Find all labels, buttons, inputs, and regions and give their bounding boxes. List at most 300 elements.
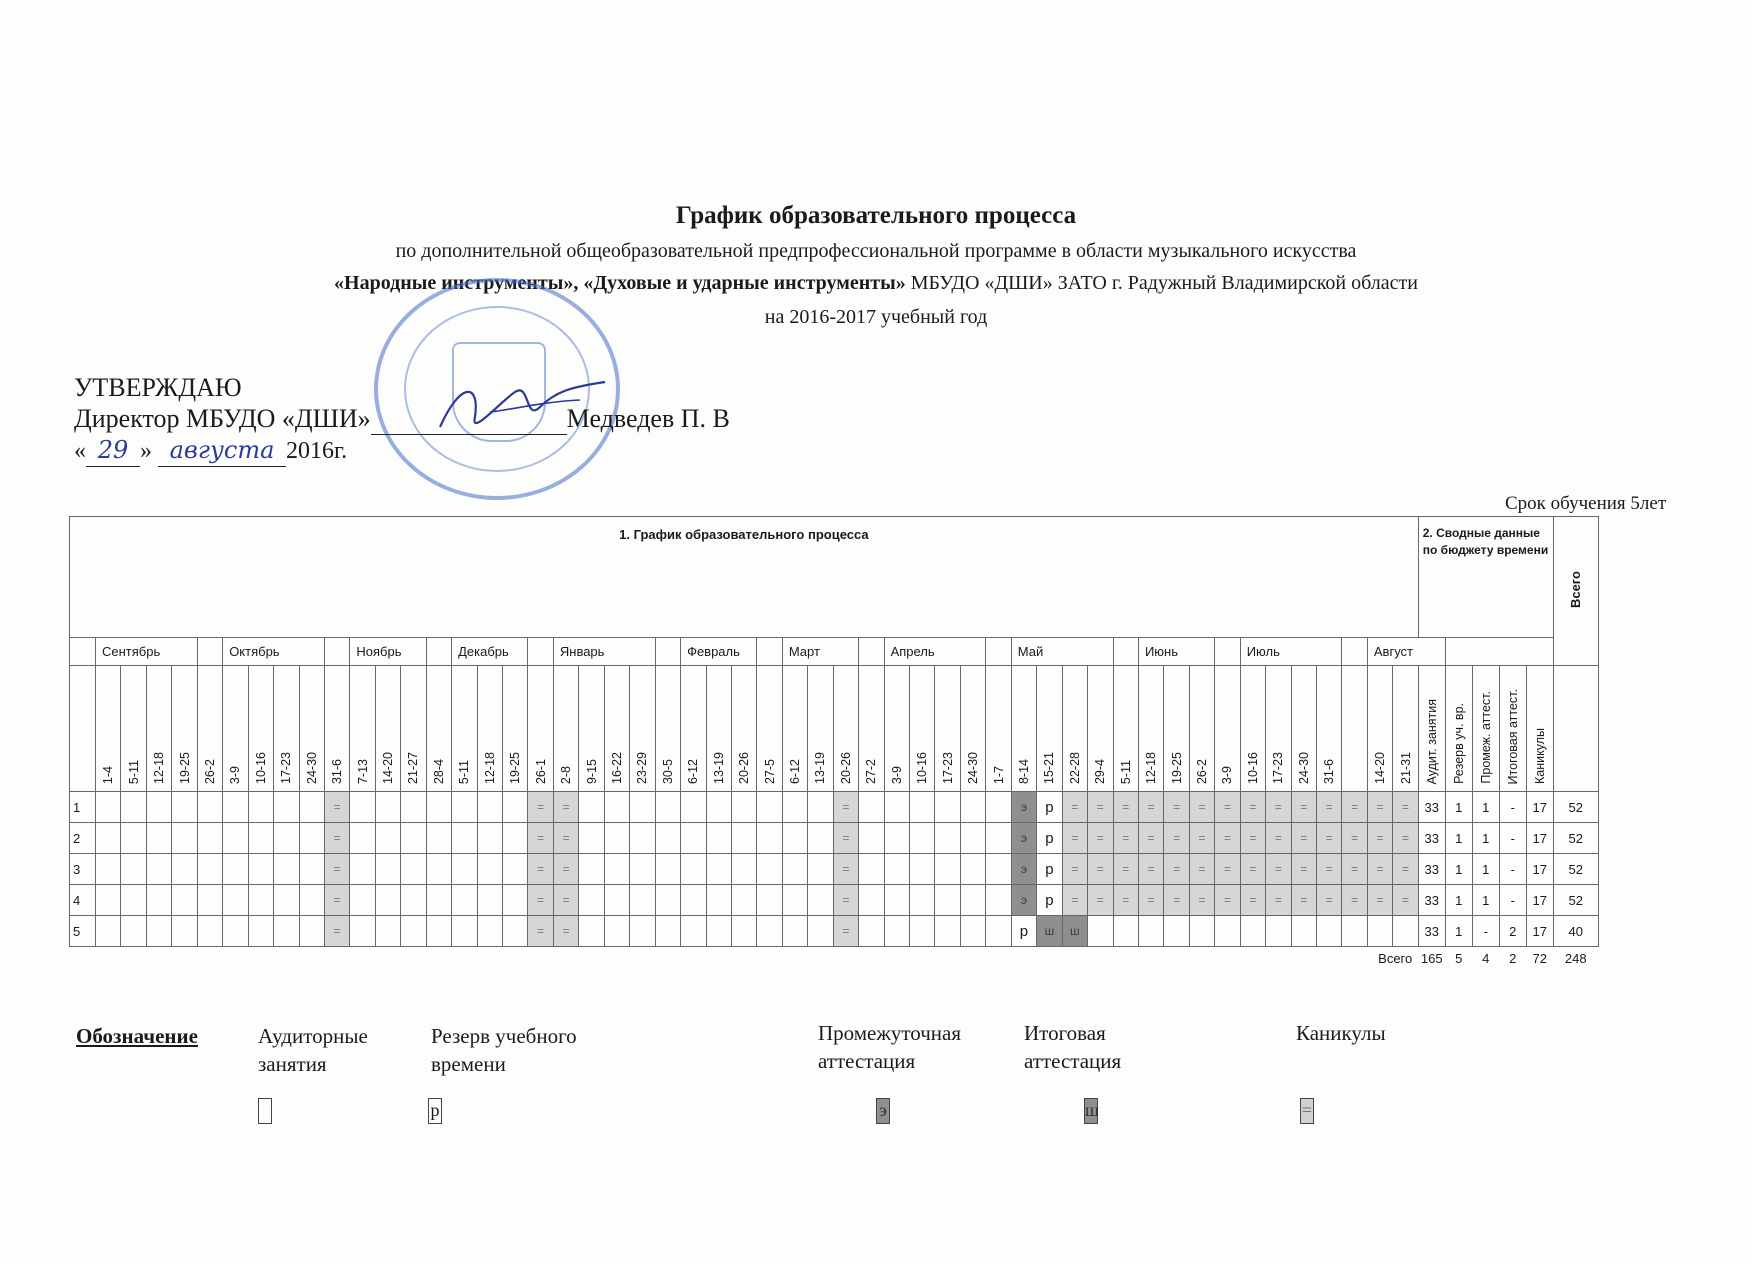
schedule-cell (248, 885, 273, 916)
class-number: 5 (70, 916, 96, 947)
week-label (1113, 666, 1138, 792)
schedule-cell (223, 823, 248, 854)
schedule-cell: э (1011, 792, 1036, 823)
week-label-text: 17-23 (940, 752, 955, 784)
week-label-text: 31-6 (330, 758, 345, 784)
schedule-cell (910, 792, 935, 823)
summary-value: 33 (1418, 916, 1445, 947)
week-label-text: 5-11 (457, 759, 472, 784)
schedule-cell (248, 854, 273, 885)
week-label-text: 12-18 (1144, 752, 1159, 784)
schedule-cell (350, 916, 375, 947)
week-label-text: 16-22 (609, 752, 624, 784)
total-value: 248 (1564, 951, 1587, 967)
legend-label-line: Резерв учебного (431, 1024, 577, 1048)
week-label-text: 15-21 (1042, 752, 1057, 784)
week-label (452, 666, 477, 792)
date-day: 29 (86, 435, 140, 467)
total-value: 165 (1420, 951, 1443, 967)
schedule-cell: = (1240, 854, 1265, 885)
schedule-cell (731, 885, 756, 916)
date-close-quote: » (140, 438, 152, 464)
month-label: Октябрь (223, 638, 325, 666)
week-label-text: 10-16 (253, 752, 268, 784)
schedule-cell (426, 916, 451, 947)
legend-label (1296, 1019, 1386, 1047)
week-label (146, 666, 171, 792)
schedule-cell (350, 854, 375, 885)
week-label-text: 30-5 (660, 758, 675, 784)
schedule-cell (274, 823, 299, 854)
schedule-cell (706, 792, 731, 823)
week-label (884, 666, 909, 792)
schedule-cell: = (833, 823, 858, 854)
week-label-text: 26-1 (533, 758, 548, 784)
schedule-cell (757, 792, 782, 823)
schedule-cell (121, 854, 146, 885)
week-label (1317, 666, 1342, 792)
schedule-cell: = (1266, 792, 1291, 823)
schedule-cell (910, 823, 935, 854)
total-value: 4 (1482, 951, 1490, 967)
summary-value: 1 (1472, 823, 1499, 854)
schedule-cell (197, 792, 222, 823)
schedule-cell (299, 916, 324, 947)
schedule-cell (986, 916, 1011, 947)
legend-label (431, 1022, 577, 1078)
schedule-cell (859, 854, 884, 885)
week-label (630, 666, 655, 792)
week-label-text: 29-4 (1093, 758, 1108, 784)
schedule-cell (859, 792, 884, 823)
schedule-cell (859, 885, 884, 916)
schedule-cell (859, 916, 884, 947)
summary-column-header (1499, 666, 1526, 792)
schedule-cell (146, 823, 171, 854)
week-label (757, 666, 782, 792)
schedule-cell (503, 792, 528, 823)
legend-label (1024, 1019, 1121, 1075)
schedule-cell (757, 854, 782, 885)
schedule-cell (426, 823, 451, 854)
week-label-text: 17-23 (1271, 752, 1286, 784)
schedule-cell: = (1367, 854, 1392, 885)
week-label-text: 6-12 (788, 758, 803, 784)
schedule-cell: э (1011, 823, 1036, 854)
total-value: 2 (1509, 951, 1517, 967)
schedule-cell (452, 916, 477, 947)
total-header-label: Всего (1568, 570, 1584, 609)
week-label (731, 666, 756, 792)
week-label-text: 27-2 (864, 758, 879, 784)
summary-value: 17 (1526, 854, 1553, 885)
schedule-cell: = (1164, 854, 1189, 885)
week-label-text: 2-8 (559, 765, 574, 784)
week-label (655, 666, 680, 792)
schedule-cell: = (1189, 823, 1214, 854)
week-label-text: 14-20 (1373, 752, 1388, 784)
week-label-text: 14-20 (381, 752, 396, 784)
schedule-cell: = (1317, 885, 1342, 916)
schedule-cell (1317, 916, 1342, 947)
week-label-text: 5-11 (1118, 759, 1133, 784)
schedule-cell (172, 792, 197, 823)
schedule-cell: = (553, 792, 578, 823)
schedule-cell (706, 916, 731, 947)
summary-value: 17 (1526, 916, 1553, 947)
summary-value: - (1499, 885, 1526, 916)
week-label (1291, 666, 1316, 792)
month-spacer (528, 638, 553, 666)
week-label-text: 23-29 (635, 752, 650, 784)
class-number: 2 (70, 823, 96, 854)
schedule-cell: р (1037, 823, 1062, 854)
summary-value: - (1499, 792, 1526, 823)
month-spacer (197, 638, 222, 666)
legend-title: Обозначение (76, 1024, 198, 1048)
schedule-cell: = (1215, 823, 1240, 854)
schedule-cell (655, 854, 680, 885)
legend-label-line: аттестация (1024, 1049, 1122, 1073)
summary-value: - (1472, 916, 1499, 947)
month-label: Январь (553, 638, 655, 666)
week-label-text: 10-16 (1245, 752, 1260, 784)
institution-line (0, 272, 1752, 295)
summary-column-header (1445, 666, 1472, 792)
week-label-text: 24-30 (1296, 752, 1311, 784)
summary-value: 1 (1472, 792, 1499, 823)
schedule-table (69, 516, 1599, 971)
schedule-cell (681, 792, 706, 823)
schedule-cell (782, 916, 807, 947)
schedule-cell: = (1164, 885, 1189, 916)
schedule-cell (197, 823, 222, 854)
legend-label (818, 1019, 961, 1075)
summary-column-label: Резерв уч. вр. (1451, 703, 1466, 784)
row-total: 52 (1553, 885, 1598, 916)
schedule-cell (1342, 916, 1367, 947)
week-label-text: 13-19 (813, 752, 828, 784)
legend-label-line: времени (431, 1052, 506, 1076)
week-label (375, 666, 400, 792)
schedule-cell (1113, 916, 1138, 947)
summary-value: 33 (1418, 823, 1445, 854)
schedule-cell: = (553, 854, 578, 885)
schedule-cell (604, 823, 629, 854)
month-label: Апрель (884, 638, 986, 666)
schedule-cell (452, 854, 477, 885)
week-label (1164, 666, 1189, 792)
schedule-cell (884, 823, 909, 854)
schedule-cell (503, 885, 528, 916)
schedule-cell (630, 823, 655, 854)
schedule-cell: = (1164, 792, 1189, 823)
schedule-cell: = (833, 854, 858, 885)
week-label-text: 8-14 (1016, 758, 1031, 784)
week-label-text: 17-23 (279, 752, 294, 784)
summary-column-label: Аудит. занятия (1424, 698, 1439, 784)
schedule-cell (960, 916, 985, 947)
schedule-cell (808, 916, 833, 947)
week-label-text: 1-7 (991, 765, 1006, 784)
schedule-cell (579, 792, 604, 823)
schedule-cell: = (1240, 823, 1265, 854)
schedule-cell (604, 792, 629, 823)
class-number: 4 (70, 885, 96, 916)
week-label (706, 666, 731, 792)
legend-symbol: ш (1084, 1098, 1098, 1124)
week-label-text: 1-4 (101, 765, 116, 784)
schedule-cell (299, 854, 324, 885)
schedule-cell (96, 823, 121, 854)
signature-scribble (430, 372, 610, 442)
schedule-cell (808, 792, 833, 823)
month-spacer (757, 638, 782, 666)
corner-cell (70, 666, 96, 792)
week-label-text: 19-25 (508, 752, 523, 784)
section-summary-header: 2. Сводные данные по бюджету времени (1418, 517, 1553, 638)
row-total: 52 (1553, 823, 1598, 854)
schedule-cell (146, 916, 171, 947)
schedule-cell: э (1011, 854, 1036, 885)
schedule-cell (96, 885, 121, 916)
schedule-cell (350, 885, 375, 916)
schedule-cell: = (528, 823, 553, 854)
schedule-cell (910, 885, 935, 916)
schedule-cell (731, 823, 756, 854)
totals-label: Всего (1378, 951, 1413, 967)
week-label (1138, 666, 1163, 792)
summary-value: - (1499, 823, 1526, 854)
schedule-cell (681, 916, 706, 947)
schedule-cell (223, 792, 248, 823)
week-label-text: 24-30 (304, 752, 319, 784)
schedule-cell (1164, 916, 1189, 947)
schedule-cell: = (1393, 823, 1418, 854)
week-label (197, 666, 222, 792)
week-label-text: 7-13 (355, 758, 370, 784)
schedule-cell: = (553, 823, 578, 854)
week-label-text: 5-11 (126, 759, 141, 784)
summary-value: 1 (1445, 792, 1472, 823)
schedule-cell: = (1317, 854, 1342, 885)
schedule-cell (401, 916, 426, 947)
schedule-cell (1138, 916, 1163, 947)
schedule-cell: = (1088, 854, 1113, 885)
month-spacer (1215, 638, 1240, 666)
schedule-cell (782, 823, 807, 854)
schedule-cell (655, 792, 680, 823)
schedule-cell (1393, 916, 1418, 947)
week-label-text: 26-2 (1195, 758, 1210, 784)
schedule-cell: = (1215, 792, 1240, 823)
legend-symbol (258, 1098, 272, 1124)
schedule-cell (401, 854, 426, 885)
schedule-cell (477, 792, 502, 823)
schedule-cell: = (1088, 823, 1113, 854)
schedule-cell (579, 916, 604, 947)
summary-value: 17 (1526, 792, 1553, 823)
month-spacer (859, 638, 884, 666)
schedule-cell: = (1342, 885, 1367, 916)
schedule-cell (604, 916, 629, 947)
week-label-text: 22-28 (1067, 752, 1082, 784)
schedule-cell: = (833, 885, 858, 916)
date-open-quote: « (74, 438, 86, 464)
week-label (859, 666, 884, 792)
schedule-cell (503, 823, 528, 854)
summary-value: 1 (1472, 885, 1499, 916)
schedule-cell (426, 792, 451, 823)
week-label (528, 666, 553, 792)
week-label-text: 24-30 (966, 752, 981, 784)
legend-label-line: занятия (258, 1052, 327, 1076)
summary-value: 1 (1472, 854, 1499, 885)
summary-column-header (1526, 666, 1553, 792)
summary-value: 17 (1526, 823, 1553, 854)
schedule-cell: = (1215, 885, 1240, 916)
legend-label-line: Каникулы (1296, 1021, 1386, 1045)
schedule-cell (604, 854, 629, 885)
schedule-cell (681, 885, 706, 916)
schedule-cell (477, 854, 502, 885)
schedule-cell (146, 792, 171, 823)
schedule-cell (859, 823, 884, 854)
summary-value: 17 (1526, 885, 1553, 916)
date-month: августа (158, 435, 286, 467)
schedule-cell: = (1342, 854, 1367, 885)
schedule-cell: р (1037, 854, 1062, 885)
schedule-cell (782, 885, 807, 916)
schedule-cell: р (1037, 792, 1062, 823)
week-label (426, 666, 451, 792)
schedule-cell (960, 854, 985, 885)
schedule-cell (782, 792, 807, 823)
schedule-cell (503, 916, 528, 947)
schedule-cell: = (1240, 885, 1265, 916)
schedule-cell (274, 854, 299, 885)
schedule-cell (808, 823, 833, 854)
week-label (96, 666, 121, 792)
schedule-cell (731, 792, 756, 823)
schedule-cell (757, 823, 782, 854)
summary-value: 33 (1418, 854, 1445, 885)
summary-value: 1 (1445, 885, 1472, 916)
academic-year: на 2016-2017 учебный год (764, 306, 988, 328)
schedule-cell (274, 792, 299, 823)
schedule-cell (706, 854, 731, 885)
schedule-cell (757, 916, 782, 947)
week-label (782, 666, 807, 792)
schedule-cell (1291, 916, 1316, 947)
schedule-cell (935, 792, 960, 823)
schedule-cell (782, 854, 807, 885)
week-label (935, 666, 960, 792)
schedule-cell (426, 885, 451, 916)
week-label (553, 666, 578, 792)
schedule-cell (681, 823, 706, 854)
schedule-cell: = (324, 916, 349, 947)
schedule-cell (706, 823, 731, 854)
schedule-cell (197, 885, 222, 916)
month-spacer (1113, 638, 1138, 666)
month-label: Декабрь (452, 638, 528, 666)
schedule-cell (1088, 916, 1113, 947)
schedule-cell: = (1189, 885, 1214, 916)
schedule-cell: = (1291, 854, 1316, 885)
summary-value: 1 (1445, 854, 1472, 885)
schedule-cell (121, 885, 146, 916)
summary-value: 33 (1418, 885, 1445, 916)
schedule-cell (935, 885, 960, 916)
row-total: 52 (1553, 854, 1598, 885)
schedule-cell: = (1113, 885, 1138, 916)
schedule-cell (503, 854, 528, 885)
institution-name: МБУДО «ДШИ» ЗАТО г. Радужный Владимирской области (905, 272, 1418, 294)
month-spacer (655, 638, 680, 666)
week-label (1215, 666, 1240, 792)
week-label-text: 27-5 (762, 758, 777, 784)
month-label: Сентябрь (96, 638, 198, 666)
schedule-cell (375, 792, 400, 823)
schedule-cell: = (324, 854, 349, 885)
schedule-cell: = (1062, 792, 1087, 823)
month-label: Май (1011, 638, 1113, 666)
director-name: Медведев П. В (566, 404, 730, 433)
schedule-cell: = (1062, 823, 1087, 854)
week-label-text: 19-25 (1169, 752, 1184, 784)
summary-column-label: Итоговая аттест. (1505, 688, 1520, 784)
week-label (833, 666, 858, 792)
schedule-cell (401, 823, 426, 854)
schedule-cell: = (1367, 792, 1392, 823)
week-label-text: 9-15 (584, 758, 599, 784)
month-label: Ноябрь (350, 638, 426, 666)
schedule-cell (579, 823, 604, 854)
summary-column-header (1472, 666, 1499, 792)
summary-spacer (1445, 638, 1598, 666)
week-label (1011, 666, 1036, 792)
schedule-cell: ш (1062, 916, 1087, 947)
schedule-cell (1215, 916, 1240, 947)
schedule-cell: э (1011, 885, 1036, 916)
schedule-cell (986, 792, 1011, 823)
schedule-cell (375, 885, 400, 916)
total-value: 72 (1532, 951, 1547, 967)
schedule-cell (681, 854, 706, 885)
summary-value: 2 (1499, 916, 1526, 947)
schedule-cell (935, 823, 960, 854)
class-number: 1 (70, 792, 96, 823)
week-label (1240, 666, 1265, 792)
week-label-text: 12-18 (482, 752, 497, 784)
schedule-cell (223, 885, 248, 916)
schedule-cell (1266, 916, 1291, 947)
schedule-cell (375, 916, 400, 947)
month-label: Июль (1240, 638, 1342, 666)
summary-value: - (1499, 854, 1526, 885)
schedule-cell: = (1393, 885, 1418, 916)
week-label (274, 666, 299, 792)
schedule-cell (223, 854, 248, 885)
schedule-cell (757, 885, 782, 916)
schedule-cell (655, 916, 680, 947)
schedule-cell: = (528, 792, 553, 823)
summary-column-header (1418, 666, 1445, 792)
schedule-cell (706, 885, 731, 916)
schedule-cell (630, 916, 655, 947)
program-line: по дополнительной общеобразовательной предпрофессиональной программе в области музыкального искусства (395, 240, 1357, 262)
